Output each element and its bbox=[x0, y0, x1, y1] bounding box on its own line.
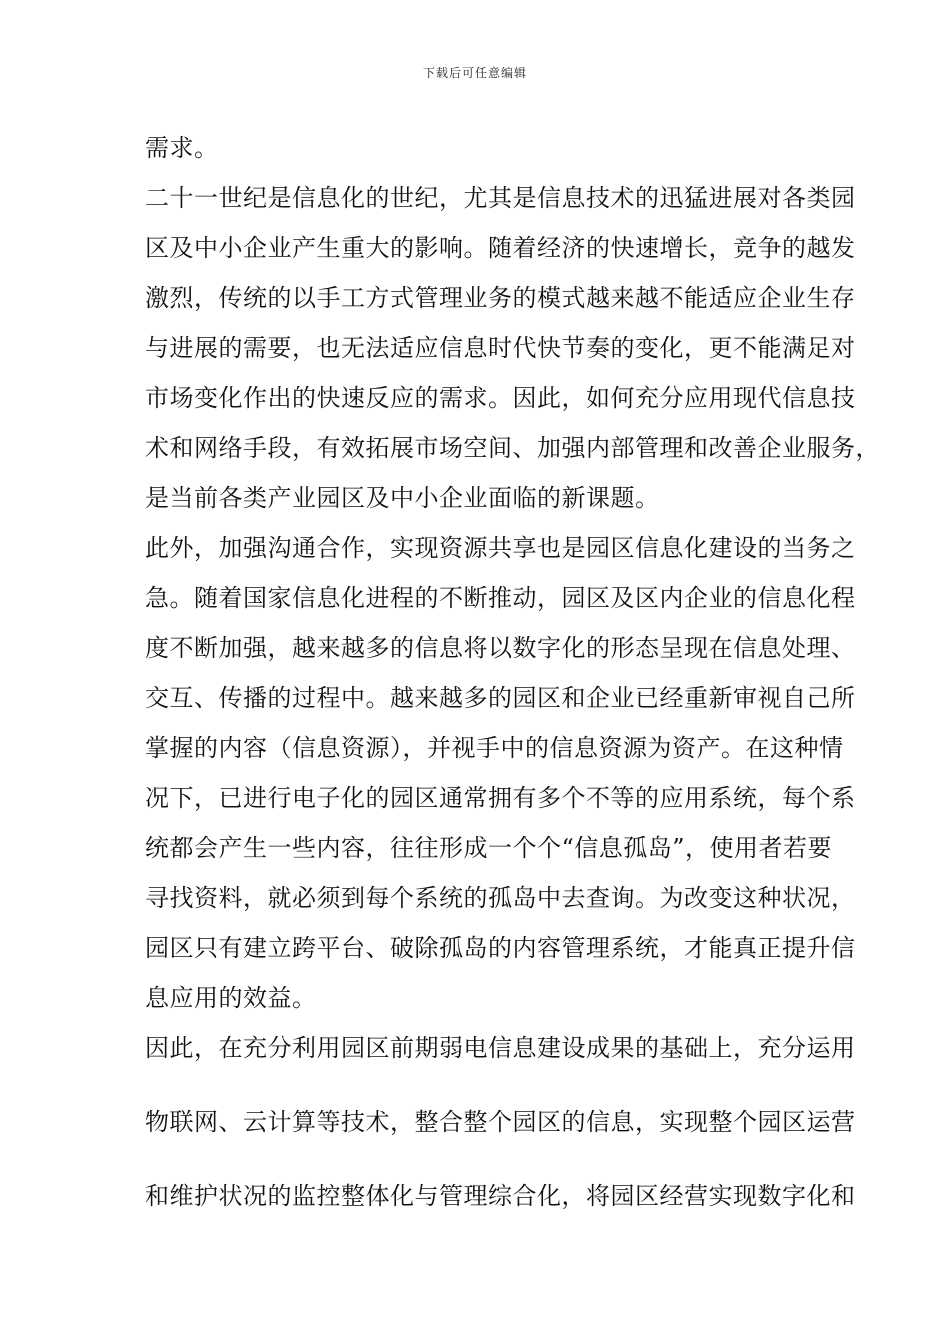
text-line: 和维护状况的监控整体化与管理综合化，将园区经营实现数字化和 bbox=[145, 1182, 856, 1210]
text-line: 术和网络手段，有效拓展市场空间、加强内部管理和改善企业服务， bbox=[145, 434, 880, 462]
text-line: 度不断加强，越来越多的信息将以数字化的形态呈现在信息处理、 bbox=[145, 634, 856, 662]
text-line: 二十一世纪是信息化的世纪，尤其是信息技术的迅猛进展对各类园 bbox=[145, 184, 856, 212]
text-line: 园区只有建立跨平台、破除孤岛的内容管理系统，才能真正提升信 bbox=[145, 934, 856, 962]
text-line: 需求。 bbox=[145, 134, 219, 162]
text-line: 此外，加强沟通合作，实现资源共享也是园区信息化建设的当务之 bbox=[145, 534, 856, 562]
text-line: 是当前各类产业园区及中小企业面临的新课题。 bbox=[145, 484, 660, 512]
text-line: 况下，已进行电子化的园区通常拥有多个不等的应用系统，每个系 bbox=[145, 784, 856, 812]
text-line: 与进展的需要，也无法适应信息时代快节奏的变化，更不能满足对 bbox=[145, 334, 856, 362]
text-line: 掌握的内容（信息资源），并视手中的信息资源为资产。在这种情 bbox=[145, 734, 844, 762]
text-line: 激烈，传统的以手工方式管理业务的模式越来越不能适应企业生存 bbox=[145, 284, 856, 312]
text-line: 区及中小企业产生重大的影响。随着经济的快速增长，竞争的越发 bbox=[145, 234, 856, 262]
text-line: 寻找资料，就必须到每个系统的孤岛中去查询。为改变这种状况， bbox=[145, 884, 856, 912]
text-line: 市场变化作出的快速反应的需求。因此，如何充分应用现代信息技 bbox=[145, 384, 856, 412]
text-line: 息应用的效益。 bbox=[145, 984, 317, 1012]
text-line: 物联网、云计算等技术，整合整个园区的信息，实现整个园区运营 bbox=[145, 1108, 856, 1136]
text-line: 统都会产生一些内容，往往形成一个个“信息孤岛”，使用者若要 bbox=[145, 834, 833, 862]
text-line: 因此，在充分利用园区前期弱电信息建设成果的基础上，充分运用 bbox=[145, 1034, 856, 1062]
text-line: 急。随着国家信息化进程的不断推动，园区及区内企业的信息化程 bbox=[145, 584, 856, 612]
page-header: 下载后可任意编辑 bbox=[422, 66, 527, 80]
text-line: 交互、传播的过程中。越来越多的园区和企业已经重新审视自己所 bbox=[145, 684, 856, 712]
